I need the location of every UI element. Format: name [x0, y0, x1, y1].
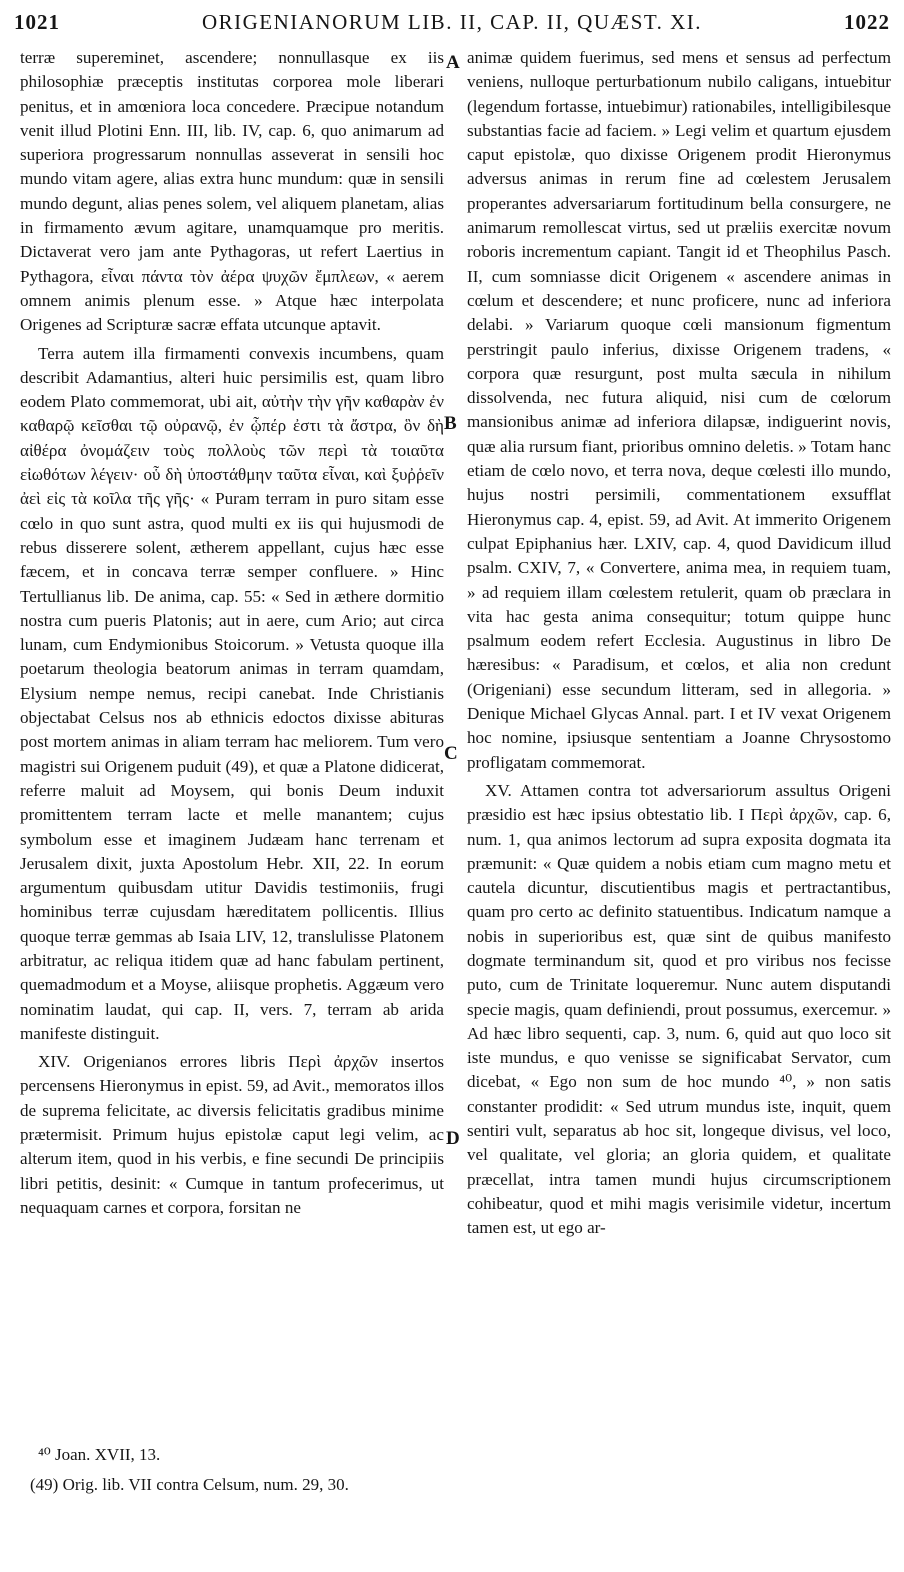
- footnote-49: (49) Orig. lib. VII contra Celsum, num. 29, 30.: [30, 1475, 349, 1494]
- left-paragraph-3: XIV. Origenianos errores libris Περὶ ἀρχῶν insertos percensens Hieronymus in epist. 59, ad Avit., memoratos illos de suprema felicitate, ac diversis felicitatis gradibus minime prætermisit. Primum hujus epistolæ caput legi velim, ac alterum item, quod in his verbis, e fine secundi De principiis libri petitis, desinit: « Cumque in tantum profecerimus, ut nequaquam carnes et corpora, forsitan ne: [20, 1052, 444, 1217]
- footnotes: [20, 1440, 444, 1500]
- margin-letter-b: B: [444, 413, 457, 434]
- left-column: [20, 46, 444, 1220]
- right-column: [467, 46, 891, 1241]
- page-number-right: 1022: [844, 10, 890, 34]
- left-paragraph-2: Terra autem illa firmamenti convexis incumbens, quam describit Adamantius, alteri huic persimilis est, quam libro eodem Plato commemorat, ubi ait, αὐτὴν τὴν γῆν καθαρὰν ἐν καθαρῷ κεῖσθαι τῷ οὐρανῷ, ἐν ᾧπέρ ἐστι τὰ ἄστρα, ὃν δὴ αἰθέρα ὀνομάζειν τοὺς πολλοὺς τῶν περὶ τὰ τοιαῦτα εἰωθότων λέγειν· οὗ δὴ ὑποστάθμην ταῦτα εἶναι, καὶ ξυῤῥεῖν ἀεὶ εἰς τὰ κοῖλα τῆς γῆς· « Puram terram in puro sitam esse cœlo in quo sunt astra, quod multi ex iis qui hujusmodi de rebus disserere solent, ætherem appellant, cujus hæc esse fæcem, et in concava terræ semper confluere. » Hinc Tertullianus lib. De anima, cap. 55: « Sed in æthere dormitio nostra cum pueris Platonis; aut in aere, cum Ario; aut circa lunam, cum Endymionibus Stoicorum. » Vetusta quoque illa poetarum theologia beatorum animas in terram quamdam, Elysium nempe nemus, recipi canebat. Inde Christianis objectabat Celsus nos ab ethnicis edoctos dixisse abituras post mortem animas in aliam terram hac meliorem. Tum vero magistri sui Origenem puduit (49), et quæ a Platone didicerat, referre maluit ad Moysem, qui bonis Deum induxit promittentem terram lacte et melle manantem; cujus symbolum esse et imaginem Judæam hanc terrenam et Jerusalem dixit, juxta Apostolum Hebr. XII, 22. In eorum argumentum quibusdam utitur Davidis testimoniis, frugi hominibus terræ cujusdam hæreditatem pollicentis. Illius quoque terræ gemmas ab Isaia LIV, 12, translulisse Platonem arbitratur, ac reliqua itidem quæ ad hanc fabulam pertinent, quemadmodum et a Moyse, aliisque prophetis. Aggæum vero nominatim laudat, qui cap. II, vers. 7, terram ab arida manifeste distinguit.: [20, 343, 444, 1043]
- margin-letter-a: A: [446, 52, 460, 73]
- page-header: [14, 10, 890, 44]
- left-paragraph-1: terræ supereminet, ascendere; nonnullasque ex iis philosophiæ præceptis institutas corporea mole liberari penitus, et in amœniora loca concedere. Præcipue notandum venit illud Plotini Enn. III, lib. IV, cap. 6, quo animarum ad superiora progressarum nonnullas asseverat in sensili hoc mundo vitam agere, alias extra hunc mundum: quæ in sensili mundo degunt, alias penes solem, vel aliquem planetam, alias in firmamento ævum agitare, unamquamque pro meritis. Dictaverat vero jam ante Pythagoras, ut refert Laertius in Pythagora, εἶναι πάντα τὸν ἀέρα ψυχῶν ἔμπλεων, « aerem omnem animis plenum esse. » Atque hæc interpolata Origenes ad Scripturæ sacræ effata utcunque aptavit.: [20, 48, 444, 335]
- right-paragraph-2: XV. Attamen contra tot adversariorum assultus Origeni præsidio est hæc ipsius obtestatio lib. I Περὶ ἀρχῶν, cap. 6, num. 1, qua animos lectorum ad supra exposita dogmata ita præmunit: « Quæ quidem a nobis etiam cum magno metu et cautela dicuntur, discutientibus magis et pertractantibus, quam pro certo ac definito statuentibus. Indicatum namque a nobis in superioribus est, quæ sint de quibus manifesto dogmate terminandum sit, quod et pro viribus nos fecisse puto, cum de Trinitate loqueremur. Nunc autem disputandi specie magis, quam definiendi, prout possumus, exercemur. » Ad hæc libro sequenti, cap. 3, num. 6, quid aut quo loco sit iste mundus, e quo venisse se significabat Servator, cum dicebat, « Ego non sum de hoc mundo ⁴⁰, » non satis constanter prodidit: « Sed utrum mundus iste, inquit, quem sentiri vult, separatus ab hoc sit, longeque divisus, vel loco, vel qualitate, vel gloria; an gloria quidem, et qualitate præcellat, intra tamen mundi hujus circumscriptionem cohibeatur, quod et mihi magis verisimile videtur, incertum tamen est, ut ego ar-: [467, 780, 891, 1238]
- running-head: ORIGENIANORUM LIB. II, CAP. II, QUÆST. XI.: [201, 10, 703, 34]
- margin-letter-d: D: [446, 1128, 460, 1149]
- page-number-left: 1021: [14, 10, 60, 34]
- footnote-40: ⁴⁰ Joan. XVII, 13.: [38, 1445, 161, 1464]
- margin-letter-c: C: [444, 743, 458, 764]
- right-paragraph-1: animæ quidem fuerimus, sed mens et sensus ad perfectum veniens, nulloque perturbationum nubilo caligans, intuebitur (legendum fortasse, intuebimur) rationabiles, intelligibilesque substantias facie ad faciem. » Legi velim et quartum ejusdem caput epistolæ, quo dixisse Origenem prodit Hieronymus adversus animas in rerum fine ad cœlestem Jerusalem properantes adversariarum fortitudinum bella consurgere, ne animarum remollescat virtus, sed ut præliis exercitæ novum roboris incrementum capiant. Tangit id et Theophilus Pasch. II, cum somniasse dicit Origenem « ascendere animas in cœlum et descendere; et nunc proficere, nunc ad inferiora delabi. » Variarum quoque cœli mansionum figmentum perstringit paulo inferius, dixisse Origenem tradens, « corpora quæ resurgunt, post multa sæcula in nihilum dissolvenda, nec futura aliquid, nisi cum de cœlorum mansionibus animæ ad inferiora dilapsæ, indiguerint novis, quæ alia rursum fiant, prioribus omnino deletis. » Totam hanc etiam de cœlo novo, et terra nova, deque cœlesti illo mundo, hujus nostri persimili, commentationem exsufflat Hieronymus cap. 4, epist. 59, ad Avit. At immerito Origenem culpat Epiphanius hær. LXIV, cap. 4, quod Davidicum illud psalm. CXIV, 7, « Convertere, anima mea, in requiem tuam, » ad requiem illam cœlestem retulerit, quam ob præclara in vita hac gesta anima consequitur; totum quippe hunc psalmum eodem refert Ecclesia. Augustinus in libro De hæresibus: « Paradisum, et cœlos, et alia non credunt (Origeniani) esse secundum litteram, sed in allegoria. » Denique Michael Glycas Annal. part. I et IV vexat Origenem hoc nomine, ipsiusque sententiam a Joanne Chrysostomo profligatam commemorat.: [467, 48, 891, 772]
